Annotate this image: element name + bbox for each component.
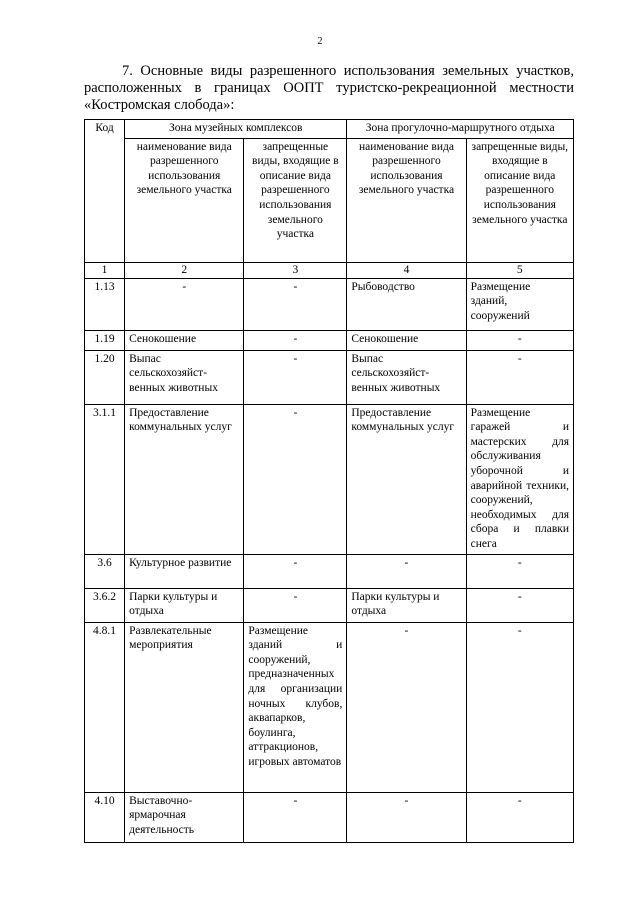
- row-cell: Сенокошение: [125, 330, 244, 350]
- table-row: [85, 404, 574, 554]
- row-cell: Развлекательные мероприятия: [125, 622, 244, 792]
- row-cell: -: [244, 330, 347, 350]
- row-cell: -: [244, 588, 347, 622]
- row-code: 4.10: [85, 792, 125, 842]
- row-cell: -: [244, 350, 347, 404]
- subheader-forbidden-2: запрещенные виды, входящие в описание вида разрешенного использования земельного участка: [466, 138, 573, 262]
- table-row: [85, 622, 574, 792]
- subheader-permitted-1: наименование вида разрешенного использования земельного участка: [125, 138, 244, 262]
- col-number: 4: [347, 262, 466, 278]
- row-cell: Выставочно-ярмарочная деятельность: [125, 792, 244, 842]
- row-cell: Размещение зданий и сооружений, предназначенных для организации ночных клубов, аквапарков, боулинга, аттракционов, игровых автоматов: [244, 622, 347, 792]
- header-zone-museum: Зона музейных комплексов: [125, 120, 347, 139]
- row-cell: Выпас сельскохозяйст-венных животных: [347, 350, 466, 404]
- row-cell: -: [347, 554, 466, 588]
- row-cell: -: [347, 622, 466, 792]
- row-cell: -: [347, 792, 466, 842]
- table-row: [85, 278, 574, 330]
- row-cell: -: [466, 554, 573, 588]
- row-cell: -: [466, 350, 573, 404]
- row-cell: Предоставление коммунальных услуг: [347, 404, 466, 554]
- land-use-table: [84, 119, 574, 843]
- table-row: [85, 792, 574, 842]
- table-subheader-row: [85, 138, 574, 262]
- row-cell: Парки культуры и отдыха: [125, 588, 244, 622]
- table-header-row: [85, 120, 574, 139]
- row-code: 1.13: [85, 278, 125, 330]
- row-cell: Предоставление коммунальных услуг: [125, 404, 244, 554]
- row-cell: -: [466, 330, 573, 350]
- col-number: 5: [466, 262, 573, 278]
- column-number-row: [85, 262, 574, 278]
- section-heading-text: 7. Основные виды разрешенного использования земельных участков, расположенных в границах ООПТ туристско-рекреационной местности «Костромская слобода»:: [84, 63, 574, 113]
- table-row: [85, 554, 574, 588]
- row-code: 3.1.1: [85, 404, 125, 554]
- row-cell: Культурное развитие: [125, 554, 244, 588]
- table-row: [85, 588, 574, 622]
- row-cell: -: [125, 278, 244, 330]
- row-cell: Рыбоводство: [347, 278, 466, 330]
- row-code: 3.6.2: [85, 588, 125, 622]
- row-code: 3.6: [85, 554, 125, 588]
- row-cell: -: [244, 554, 347, 588]
- row-cell: Парки культуры и отдыха: [347, 588, 466, 622]
- row-code: 1.19: [85, 330, 125, 350]
- table-row: [85, 350, 574, 404]
- section-heading: [84, 63, 574, 114]
- header-zone-walking: Зона прогулочно-маршрутного отдыха: [347, 120, 574, 139]
- row-cell: Выпас сельскохозяйст-венных животных: [125, 350, 244, 404]
- row-cell: -: [244, 278, 347, 330]
- row-code: 1.20: [85, 350, 125, 404]
- row-cell: -: [466, 588, 573, 622]
- header-code: Код: [85, 120, 125, 263]
- col-number: 1: [85, 262, 125, 278]
- col-number: 3: [244, 262, 347, 278]
- page-number: 2: [317, 36, 323, 47]
- row-cell: -: [244, 792, 347, 842]
- row-cell: -: [466, 792, 573, 842]
- row-cell: Размещение зданий, сооружений: [466, 278, 573, 330]
- subheader-forbidden-1: запрещенные виды, входящие в описание вида разрешенного использования земельного участка: [244, 138, 347, 262]
- col-number: 2: [125, 262, 244, 278]
- row-cell: -: [466, 622, 573, 792]
- row-code: 4.8.1: [85, 622, 125, 792]
- row-cell: Размещение гаражей и мастерских для обслуживания уборочной и аварийной техники, сооружений, необходимых для сбора и плавки снега: [466, 404, 573, 554]
- subheader-permitted-2: наименование вида разрешенного использования земельного участка: [347, 138, 466, 262]
- row-cell: Сенокошение: [347, 330, 466, 350]
- table-row: [85, 330, 574, 350]
- row-cell: -: [244, 404, 347, 554]
